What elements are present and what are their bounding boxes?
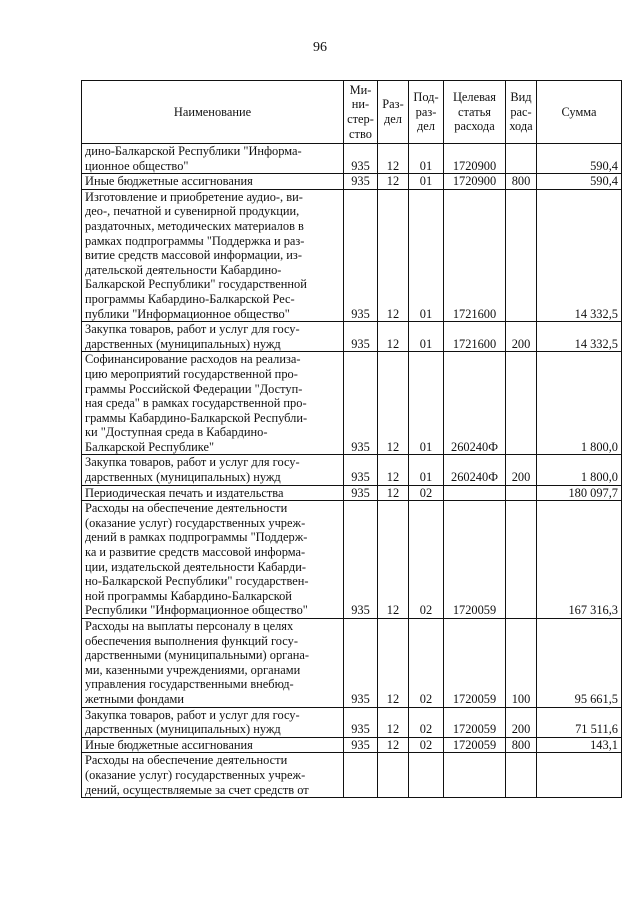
cell-section: 12 [378,322,409,352]
cell-ministry: 935 [344,737,378,753]
cell-expense-type: 200 [506,707,537,737]
cell-target-article: 260240Ф [444,352,506,455]
cell-ministry: 935 [344,322,378,352]
cell-section: 12 [378,619,409,708]
cell-target-article: 1721600 [444,189,506,321]
header-name: Наименование [82,81,344,144]
table-row [82,737,622,753]
cell-amount: 590,4 [537,144,622,174]
cell-section: 12 [378,174,409,190]
cell-section: 12 [378,352,409,455]
cell-expense-type: 200 [506,455,537,485]
cell-amount: 1 800,0 [537,455,622,485]
cell-target-article: 1720900 [444,174,506,190]
table-row [82,619,622,708]
cell-subsection [409,753,444,798]
header-target-article: Целевая статья расхода [444,81,506,144]
cell-target-article: 1720059 [444,501,506,619]
cell-subsection: 01 [409,455,444,485]
cell-expense-type [506,189,537,321]
table-row [82,485,622,501]
cell-amount: 590,4 [537,174,622,190]
table-body [82,144,622,798]
cell-section: 12 [378,501,409,619]
header-subsection: Под- раз- дел [409,81,444,144]
cell-amount: 180 097,7 [537,485,622,501]
cell-ministry: 935 [344,174,378,190]
cell-amount [537,753,622,798]
header-row [82,81,622,144]
table-row [82,501,622,619]
cell-expense-type [506,144,537,174]
header-amount: Сумма [537,81,622,144]
cell-name: дино-Балкарской Республики "Информа- ционное общество" [82,144,344,174]
header-section: Раз- дел [378,81,409,144]
cell-name: Иные бюджетные ассигнования [82,174,344,190]
cell-amount: 143,1 [537,737,622,753]
table-row [82,144,622,174]
cell-ministry: 935 [344,485,378,501]
cell-name: Иные бюджетные ассигнования [82,737,344,753]
cell-target-article: 1721600 [444,322,506,352]
cell-section: 12 [378,144,409,174]
cell-name: Расходы на выплаты персоналу в целях обеспечения выполнения функций госу- дарственными (муниципальными) органа- ми, казенными учреждениями, органами управления государственными внебюд- жетными фондами [82,619,344,708]
table-row [82,455,622,485]
cell-amount: 14 332,5 [537,189,622,321]
cell-target-article [444,485,506,501]
cell-expense-type: 800 [506,737,537,753]
cell-target-article: 1720900 [444,144,506,174]
table-row [82,352,622,455]
cell-section: 12 [378,189,409,321]
cell-subsection: 01 [409,322,444,352]
cell-section: 12 [378,485,409,501]
cell-ministry [344,753,378,798]
cell-name: Изготовление и приобретение аудио-, ви- део-, печатной и сувенирной продукции, раздаточных, методических материалов в рамках подпрограммы "Поддержка и раз- витие средств массовой информации, из- дательской деятельности Кабардино- Балкарской Республики" государственной программы Кабардино-Балкарской Рес- публики "Информационное общество" [82,189,344,321]
cell-subsection: 01 [409,144,444,174]
cell-subsection: 01 [409,174,444,190]
cell-expense-type [506,485,537,501]
header-ministry: Ми- ни- стер- ство [344,81,378,144]
cell-ministry: 935 [344,619,378,708]
table-row [82,322,622,352]
cell-subsection: 01 [409,189,444,321]
cell-section: 12 [378,707,409,737]
cell-expense-type [506,753,537,798]
cell-section [378,753,409,798]
cell-subsection: 02 [409,707,444,737]
cell-target-article: 1720059 [444,707,506,737]
cell-amount: 167 316,3 [537,501,622,619]
cell-target-article: 260240Ф [444,455,506,485]
cell-subsection: 02 [409,501,444,619]
cell-name: Расходы на обеспечение деятельности (оказание услуг) государственных учреж- дений в рамках подпрограммы "Поддерж- ка и развитие средств массовой информа- ции, издательской деятельности Кабарди- но-Балкарской Республики" государствен- ной программы Кабардино-Балкарской Республики "Информационное общество" [82,501,344,619]
cell-section: 12 [378,737,409,753]
table-row [82,189,622,321]
table-row [82,753,622,798]
cell-subsection: 02 [409,619,444,708]
cell-name: Закупка товаров, работ и услуг для госу- дарственных (муниципальных) нужд [82,322,344,352]
cell-amount: 1 800,0 [537,352,622,455]
cell-section: 12 [378,455,409,485]
header-expense-type: Вид рас- хода [506,81,537,144]
cell-expense-type: 100 [506,619,537,708]
cell-subsection: 02 [409,485,444,501]
cell-name: Расходы на обеспечение деятельности (оказание услуг) государственных учреж- дений, осуществляемые за счет средств от [82,753,344,798]
cell-amount: 95 661,5 [537,619,622,708]
cell-amount: 14 332,5 [537,322,622,352]
cell-expense-type: 800 [506,174,537,190]
cell-ministry: 935 [344,144,378,174]
page-number: 96 [313,40,327,55]
cell-target-article: 1720059 [444,619,506,708]
cell-target-article: 1720059 [444,737,506,753]
cell-subsection: 02 [409,737,444,753]
cell-expense-type [506,352,537,455]
cell-amount: 71 511,6 [537,707,622,737]
cell-name: Софинансирование расходов на реализа- цию мероприятий государственной про- граммы Российской Федерации "Доступ- ная среда" в рамках государственной про- граммы Кабардино-Балкарской Республи- ки "Доступная среда в Кабардино- Балкарской Республике" [82,352,344,455]
table-row [82,174,622,190]
cell-name: Закупка товаров, работ и услуг для госу- дарственных (муниципальных) нужд [82,707,344,737]
cell-ministry: 935 [344,707,378,737]
cell-name: Периодическая печать и издательства [82,485,344,501]
cell-subsection: 01 [409,352,444,455]
cell-expense-type [506,501,537,619]
cell-ministry: 935 [344,501,378,619]
cell-ministry: 935 [344,352,378,455]
cell-name: Закупка товаров, работ и услуг для госу- дарственных (муниципальных) нужд [82,455,344,485]
budget-table [81,80,622,798]
cell-ministry: 935 [344,455,378,485]
cell-expense-type: 200 [506,322,537,352]
cell-target-article [444,753,506,798]
table-row [82,707,622,737]
cell-ministry: 935 [344,189,378,321]
